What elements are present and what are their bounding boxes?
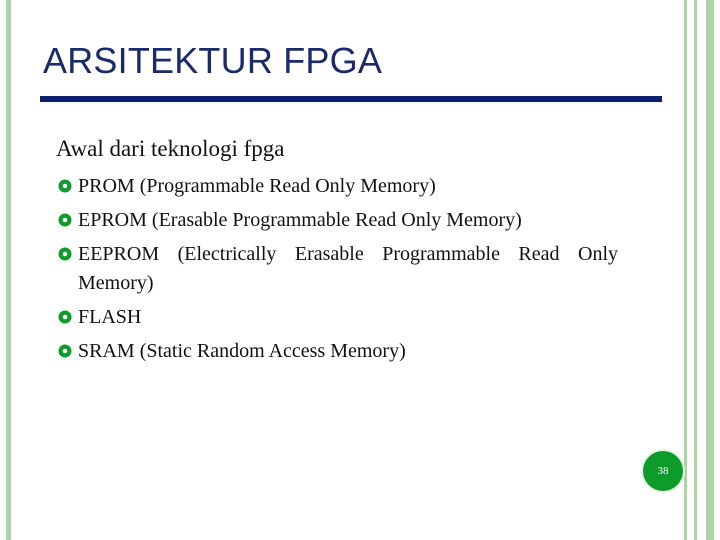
gear-bullet-icon [58, 310, 72, 324]
bullet-list [58, 172, 618, 371]
gear-bullet-icon [58, 247, 72, 261]
gear-bullet-icon [58, 179, 72, 193]
bullet-item [58, 337, 618, 366]
left-border-decoration [6, 0, 11, 540]
right-border-decoration [706, 0, 714, 540]
slide-title: ARSITEKTUR FPGA [43, 40, 383, 81]
slide-subtitle: Awal dari teknologi fpga [56, 136, 285, 161]
bullet-item [58, 206, 618, 235]
bullet-text: SRAM (Static Random Access Memory) [78, 340, 406, 362]
bullet-item [58, 303, 618, 332]
title-underline-rule [40, 96, 662, 102]
right-border-decoration [694, 0, 697, 540]
bullet-text: FLASH [78, 306, 142, 328]
page-number-badge: 38 [641, 449, 685, 493]
bullet-text: PROM (Programmable Read Only Memory) [78, 175, 436, 197]
right-border-decoration [684, 0, 687, 540]
gear-bullet-icon [58, 213, 72, 227]
bullet-item [58, 172, 618, 201]
bullet-text: EPROM (Erasable Programmable Read Only Memory) [78, 209, 522, 231]
bullet-text: EEPROM (Electrically Erasable Programmable Read Only Memory) [78, 243, 618, 294]
gear-bullet-icon [58, 344, 72, 358]
bullet-item [58, 240, 618, 298]
